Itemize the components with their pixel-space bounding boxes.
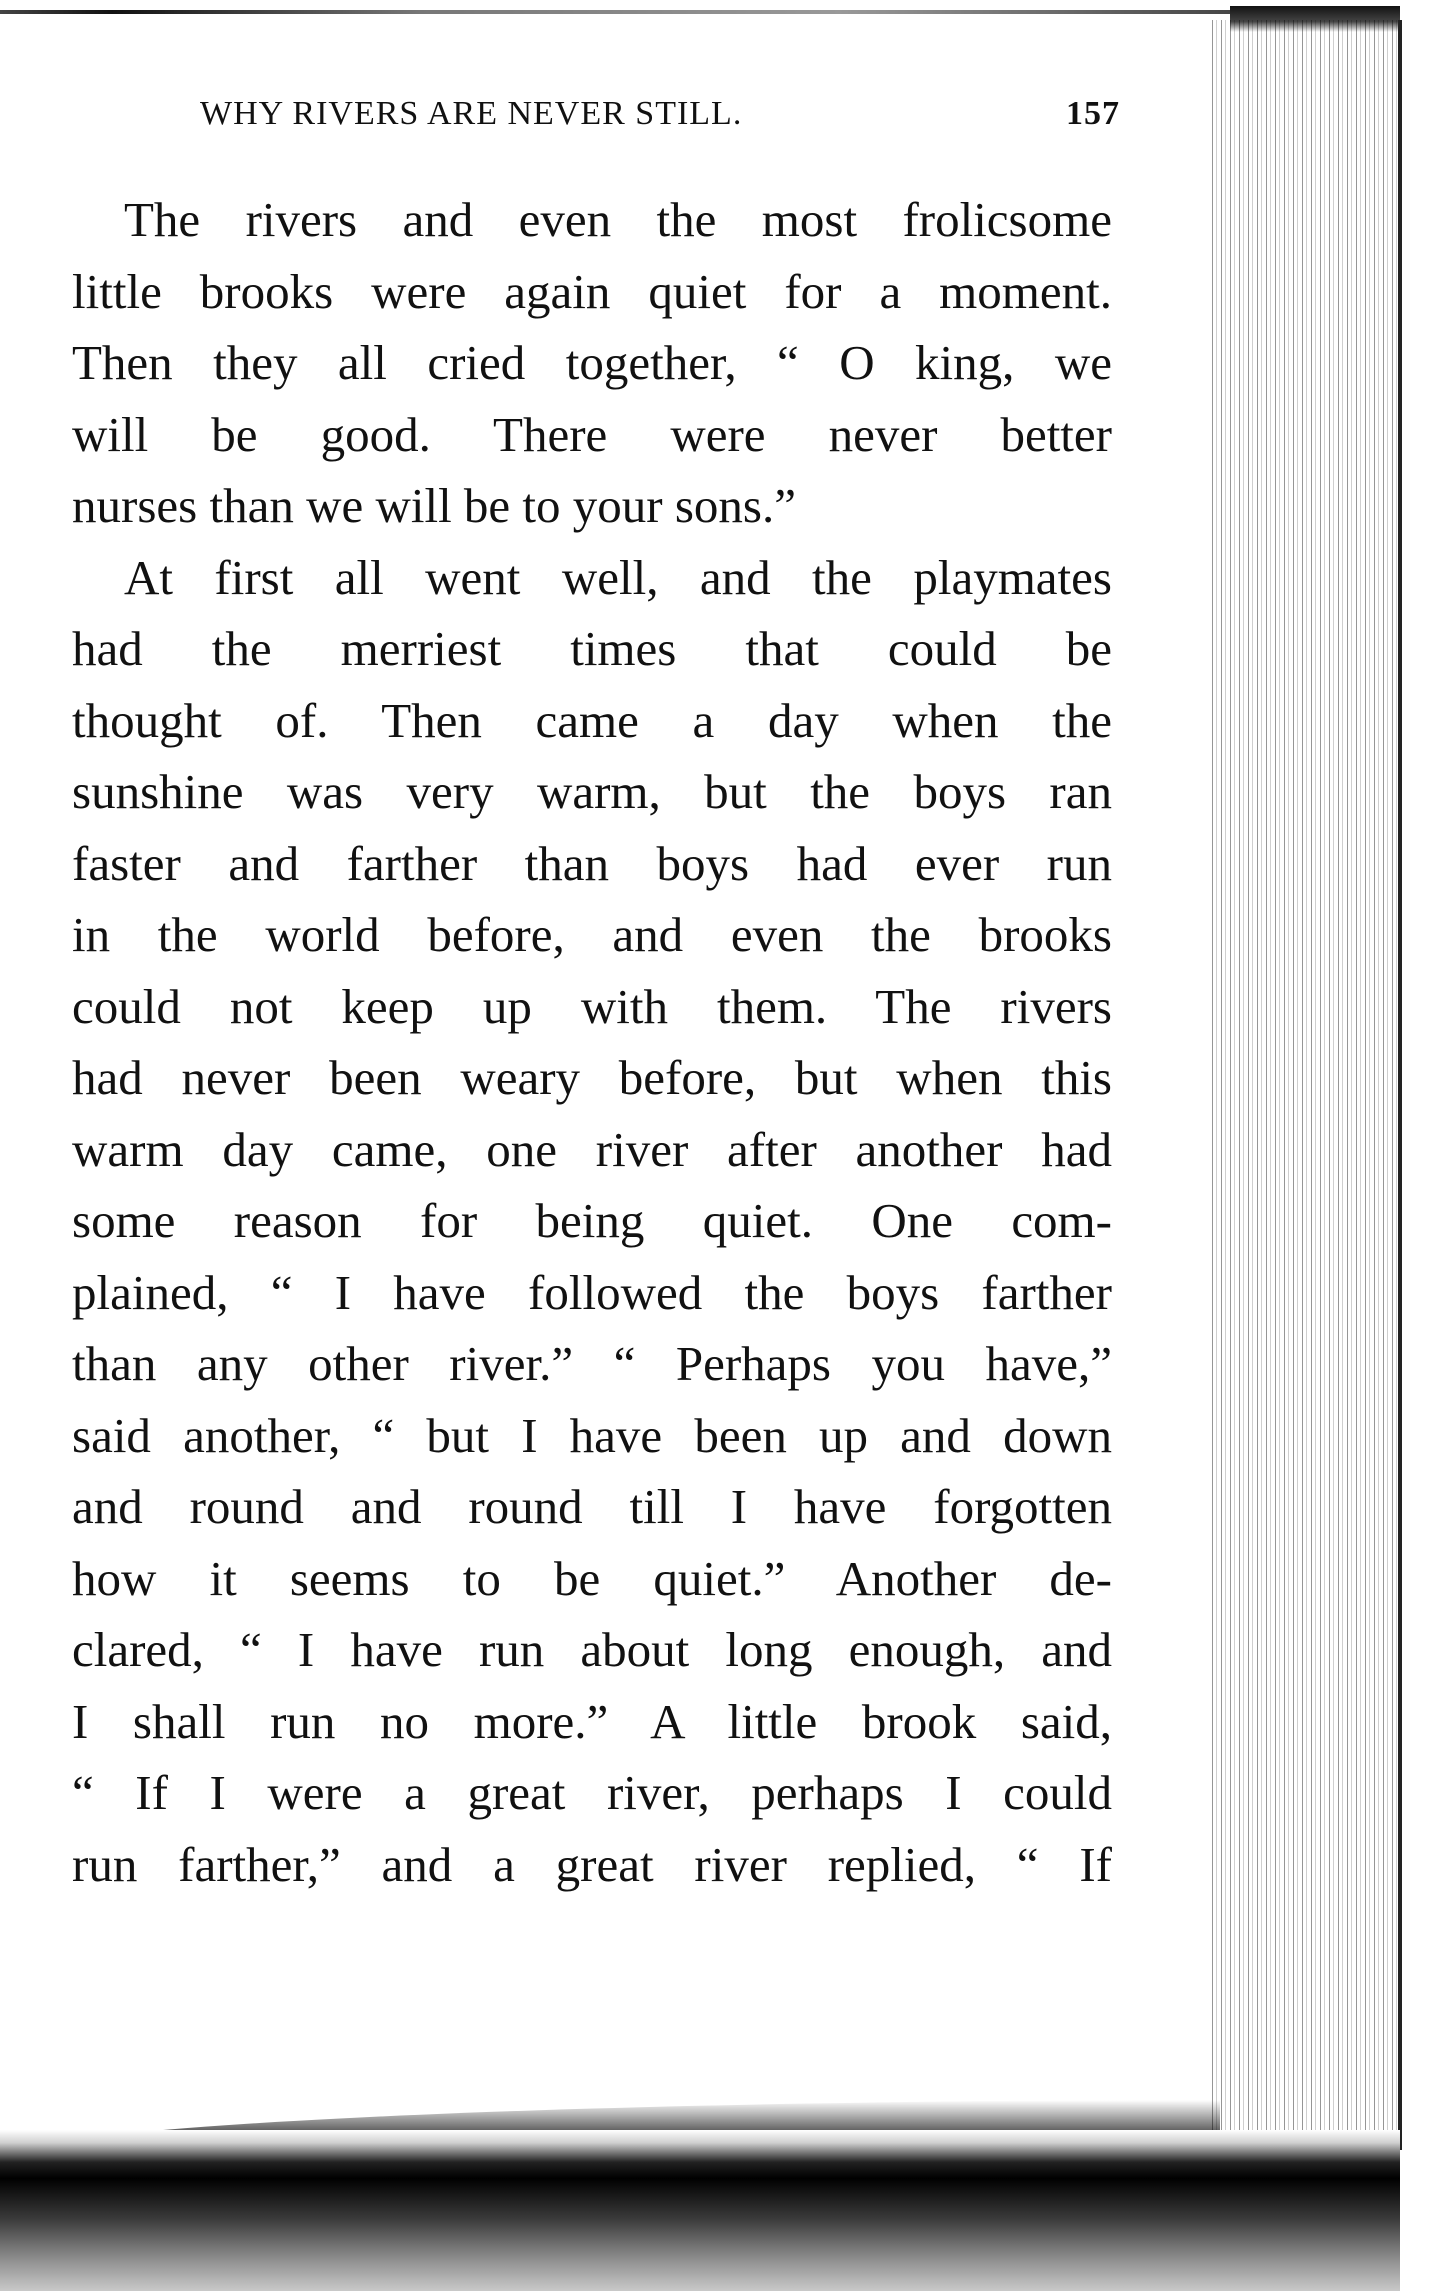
page-top-edge: [0, 10, 1400, 14]
body-text: [72, 184, 1112, 1900]
text-line: said another, “ but I have been up and down: [72, 1407, 1112, 1463]
text-line: The rivers and even the most frolicsome: [124, 192, 1112, 247]
text-line: thought of. Then came a day when the: [72, 692, 1112, 748]
text-line: I shall run no more.” A little brook said,: [72, 1693, 1112, 1749]
text-line: could not keep up with them. The rivers: [72, 978, 1112, 1034]
text-line: in the world before, and even the brooks: [72, 907, 1112, 962]
text-line: had the merriest times that could be: [72, 621, 1112, 676]
text-line: Then they all cried together, “ O king, we: [72, 335, 1112, 390]
text-line: At first all went well, and the playmates: [124, 549, 1112, 605]
text-line: run farther,” and a great river replied, “ If: [72, 1836, 1112, 1892]
text-line: some reason for being quiet. One com-: [72, 1193, 1112, 1248]
book-spine-border: [1398, 20, 1402, 2150]
text-line: “ If I were a great river, perhaps I could: [72, 1765, 1112, 1820]
text-line: nurses than we will be to your sons.”: [72, 478, 796, 533]
text-line: faster and farther than boys had ever run: [72, 835, 1112, 891]
text-line: had never been weary before, but when this: [72, 1050, 1112, 1105]
page-bottom-edge: [0, 2130, 1400, 2291]
text-line: little brooks were again quiet for a moment.: [72, 263, 1112, 319]
text-line: sunshine was very warm, but the boys ran: [72, 764, 1112, 819]
text-line: plained, “ I have followed the boys farther: [72, 1264, 1112, 1320]
text-line: how it seems to be quiet.” Another de-: [72, 1550, 1112, 1606]
page-number: 157: [1066, 95, 1120, 132]
running-head: WHY RIVERS ARE NEVER STILL.: [200, 95, 743, 132]
book-spine-edges: [1212, 20, 1402, 2130]
text-line: warm day came, one river after another had: [72, 1121, 1112, 1177]
text-line: will be good. There were never better: [72, 406, 1112, 462]
text-line: and round and round till I have forgotten: [72, 1479, 1112, 1534]
text-line: than any other river.” “ Perhaps you have,”: [72, 1336, 1112, 1391]
text-line: clared, “ I have run about long enough, and: [72, 1622, 1112, 1677]
